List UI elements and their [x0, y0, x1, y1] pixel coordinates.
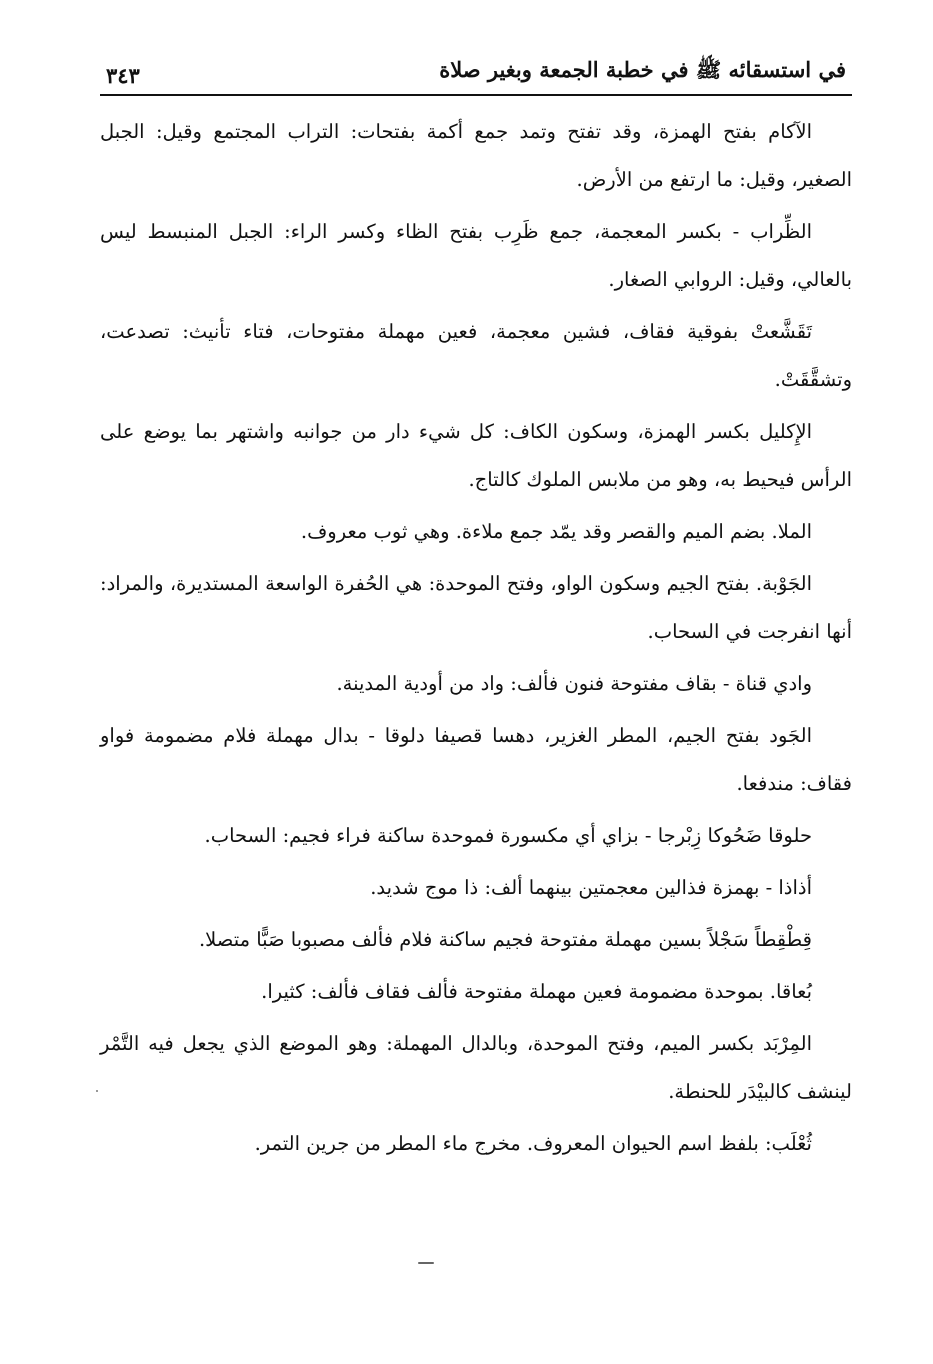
paragraph-qitqitan: قِطْقِطاً سَجْلاً بسين مهملة مفتوحة فجيم ساكنة فلام فألف مصبوبا صَبًّا متصلا. [198, 928, 812, 951]
paragraph-jawd: الجَود بفتح الجيم، المطر الغزير، دهسا قصيفا دلوقا - بدال مهملة فلام مضمومة فواو فقاف: مندفعا. [100, 724, 852, 795]
paragraph-adhadha: أذاذا - بهمزة فذالين معجمتين بينهما ألف: ذا موج شديد. [370, 876, 812, 899]
running-header [100, 48, 852, 96]
page-body [100, 108, 852, 1168]
paragraph-wadi-qanat: وادي قناة - بقاف مفتوحة فنون فألف: واد من أودية المدينة. [336, 672, 812, 695]
paragraph-buaqan: بُعاقا. بموحدة مضمومة فعين مهملة مفتوحة فألف فقاف فألف: كثيرا. [261, 980, 812, 1003]
paragraph-taqashaat: تَقَشَّعتْ بفوقية فقاف، فشين معجمة، فعين مهملة مفتوحات، فتاء تأنيث: تصدعت، وتشقَّقَتْ. [100, 320, 852, 391]
paragraph-thulab: ثُعْلَب: بلفظ اسم الحيوان المعروف. مخرج ماء المطر من جرين التمر. [254, 1132, 812, 1155]
paragraph-akam: الآكام بفتح الهمزة، وقد تفتح وتمد جمع أكمة بفتحات: التراب المجتمع وقيل: الجبل الصغير، وقيل: ما ارتفع من الأرض. [100, 120, 852, 191]
scan-speck [418, 1262, 434, 1264]
paragraph-huluqan: حلوقا ضَحُوكا زِبْرجا - بزاي أي مكسورة فموحدة ساكنة فراء فجيم: السحاب. [204, 824, 812, 847]
scan-speck [96, 1090, 98, 1092]
paragraph-mirbad: المِرْبَد بكسر الميم، وفتح الموحدة، وبالدال المهملة: وهو الموضع الذي يجعل فيه التَّمْر لينشف كالبيْدَر للحنطة. [100, 1032, 852, 1103]
book-page [100, 48, 852, 1172]
paragraph-ziraab: الظِّراب - بكسر المعجمة، جمع ظَرِب بفتح الظاء وكسر الراء: الجبل المنبسط ليس بالعالي، وقيل: الروابي الصغار. [100, 220, 852, 291]
page-number: ٣٤٣ [106, 63, 140, 88]
header-title: في استسقائه ﷺ في خطبة الجمعة وبغير صلاة [439, 57, 846, 82]
paragraph-iklil: الإِكليل بكسر الهمزة، وسكون الكاف: كل شيء دار من جوانبه واشتهر بما يوضع على الرأس فيحيط به، وهو من ملابس الملوك كالتاج. [100, 420, 852, 491]
paragraph-jawba: الجَوْبة. بفتح الجيم وسكون الواو، وفتح الموحدة: هي الحُفرة الواسعة المستديرة، والمراد: أنها انفرجت في السحاب. [100, 572, 852, 643]
paragraph-mula: الملا. بضم الميم والقصر وقد يمّد جمع ملاءة. وهي ثوب معروف. [300, 520, 812, 543]
